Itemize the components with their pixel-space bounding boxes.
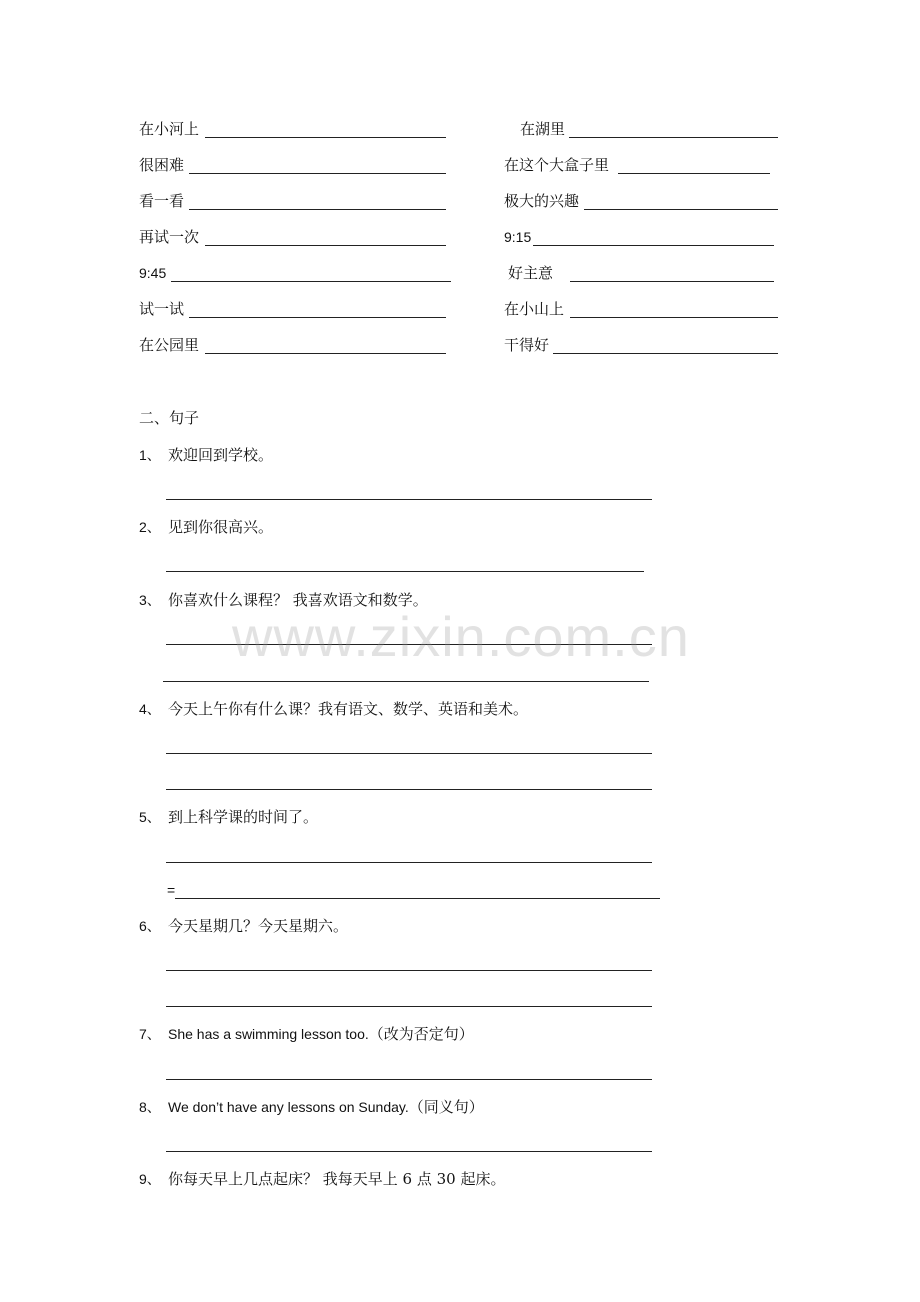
answer-blank[interactable] [553,352,778,354]
answer-blank[interactable] [205,136,446,138]
phrase-right-6: 在小山上 [504,300,565,318]
answer-line[interactable] [166,1005,652,1007]
sentence-text: 今天上午你有什么课？我有语文、数学、英语和美术。 [168,700,529,718]
phrase-left-4: 再试一次 [139,228,200,246]
phrase-left-2: 很困难 [139,156,185,174]
section-title: 二、句子 [139,409,200,427]
sentence-text: We don’t have any lessons on Sunday. [168,1099,409,1115]
sentence-text: 到上科学课的时间了。 [168,808,319,826]
answer-blank[interactable] [205,244,446,246]
answer-line[interactable] [166,861,652,863]
answer-line[interactable] [166,788,652,790]
sentence-text: She has a swimming lesson too. [168,1026,369,1042]
watermark: www.zixin.com.cn [232,605,690,668]
answer-line[interactable] [166,570,644,572]
phrase-right-3: 极大的兴趣 [504,192,580,210]
answer-line[interactable] [163,680,649,682]
sentence-text: 今天星期几？今天星期六。 [168,917,349,935]
sentence-text: 欢迎回到学校。 [168,446,274,464]
answer-blank[interactable] [205,352,446,354]
sentence-line [168,1097,484,1117]
answer-line[interactable] [166,1078,652,1080]
sentence-instruction: （改为否定句） [368,1025,474,1043]
phrase-right-1: 在湖里 [520,120,566,138]
answer-blank[interactable] [569,136,778,138]
phrase-left-7: 在公园里 [139,336,200,354]
sentence-number: 4、 [139,701,161,717]
answer-blank[interactable] [570,316,778,318]
phrase-left-1: 在小河上 [139,120,200,138]
answer-blank[interactable] [618,172,770,174]
answer-blank[interactable] [189,172,446,174]
answer-line[interactable] [166,969,652,971]
sentence-line [168,1024,474,1044]
answer-line[interactable] [175,897,660,899]
phrase-right-4: 9:15 [504,229,532,245]
answer-blank[interactable] [189,316,446,318]
answer-line[interactable] [166,498,652,500]
sentence-text: 你喜欢什么课程？ 我喜欢语文和数学。 [168,591,428,609]
sentence-number: 3、 [139,592,161,608]
sentence-instruction: （同义句） [408,1098,484,1116]
answer-blank[interactable] [171,280,451,282]
phrase-right-7: 干得好 [504,336,550,354]
sentence-number: 7、 [139,1026,161,1042]
sentence-number: 8、 [139,1099,161,1115]
phrase-left-5: 9:45 [139,265,167,281]
phrase-left-3: 看一看 [139,192,185,210]
answer-blank[interactable] [533,244,774,246]
equals-mark: = [167,882,176,898]
sentence-text: 见到你很高兴。 [168,518,274,536]
answer-blank[interactable] [584,208,778,210]
sentence-number: 1、 [139,447,161,463]
answer-blank[interactable] [570,280,774,282]
sentence-text: 你每天早上几点起床？ 我每天早上 6 点 30 起床。 [168,1170,506,1188]
phrase-right-2: 在这个大盒子里 [504,156,610,174]
answer-blank[interactable] [189,208,446,210]
sentence-number: 5、 [139,809,161,825]
answer-line[interactable] [166,1150,652,1152]
sentence-number: 2、 [139,519,161,535]
answer-line[interactable] [166,752,652,754]
phrase-left-6: 试一试 [139,300,185,318]
sentence-number: 9、 [139,1171,161,1187]
phrase-right-5: 好主意 [508,264,554,282]
sentence-number: 6、 [139,918,161,934]
